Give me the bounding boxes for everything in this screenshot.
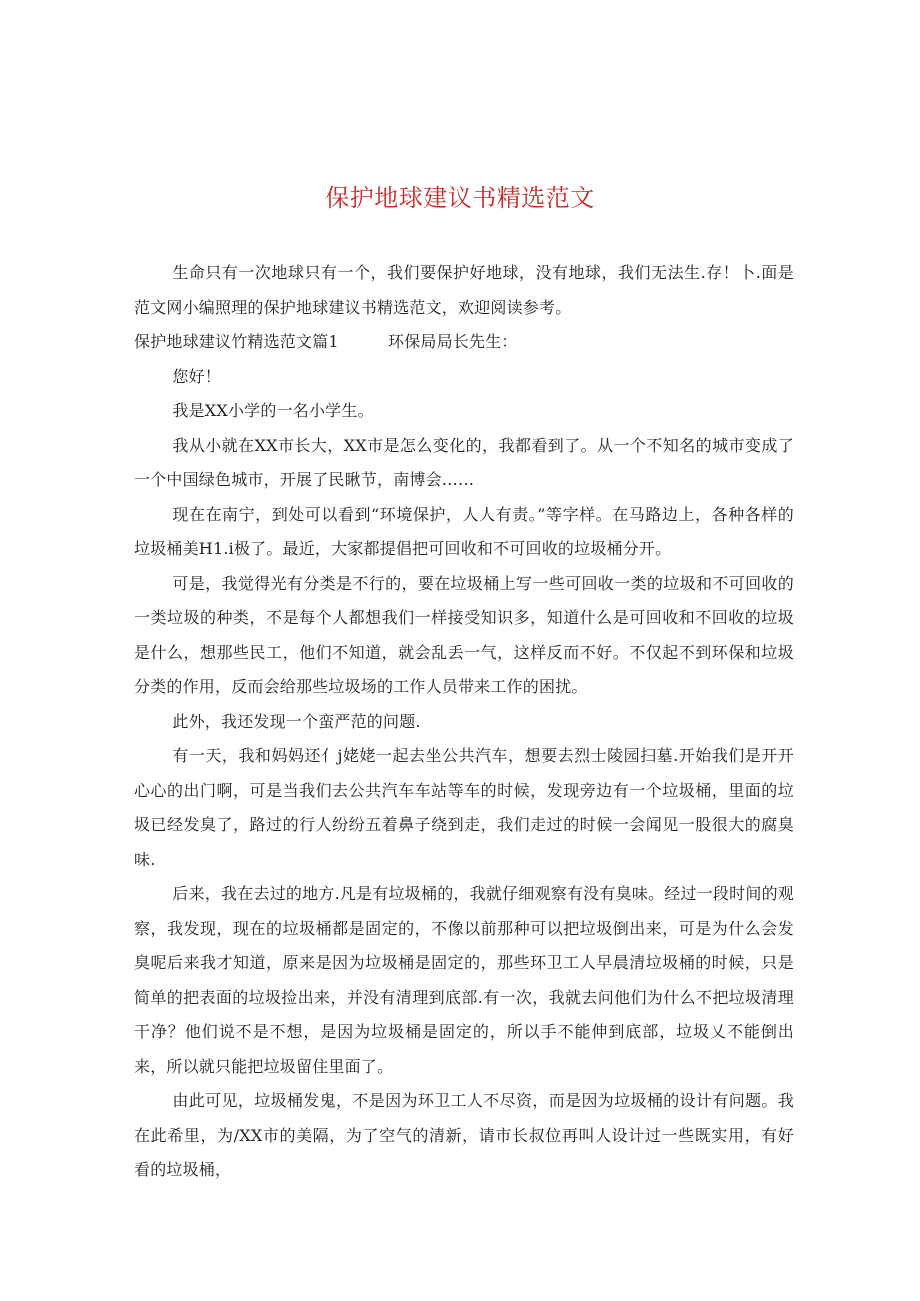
paragraph: 有一天，我和妈妈还亻j姥姥一起去坐公共汽车，想要去烈士陵园扫墓.开始我们是开开心心的出门啊，可是当我们去公共汽车车站等车的时候，发现旁边有一个垃圾桶，里面的垃圾已经发臭了，路过的行人纷纷五着鼻子绕到走，我们走过的时候一会闻见一股很大的腐臭味. [134,746,794,869]
paragraph-greeting: 您好！ [172,366,221,386]
document-title: 保护地球建议书精选范文 [325,184,595,212]
paragraph: 现在在南宁，到处可以看到“环境保护，人人有责。”等字样。在马路边上，各种各样的垃圾桶美H1.i极了。最近，大家都提倡把可回收和不可回收的垃圾桶分开。 [134,504,794,558]
intro-paragraph: 生命只有一次地球只有一个，我们要保护好地球，没有地球，我们无法生.存！卜.面是范文网小编照理的保护地球建议书精选范文，欢迎阅读参考。 [134,263,794,317]
letter-recipient: 环保局局长先生： [388,332,518,351]
document-body [134,256,794,1188]
paragraph-introduction: 我是XX小学的一名小学生。 [172,401,374,420]
paragraph: 可是，我觉得光有分类是不行的，要在垃圾桶上写一些可回收一类的垃圾和不可回收的一类垃圾的种类，不是每个人都想我们一样接受知识多，知道什么是可回收和不回收的垃圾是什么，想那些民工，他们不知道，就会乱丢一气，这样反而不好。不仅起不到环保和垃圾分类的作用，反而会给那些垃圾场的工作人员带来工作的困扰。 [134,573,794,696]
paragraph: 我从小就在XX市长大，XX市是怎么变化的，我都看到了。从一个不知名的城市变成了一个中国绿色城市，开展了民瞅节，南博会…… [134,435,794,489]
paragraph: 后来，我在去过的地方.凡是有垃圾桶的，我就仔细观察有没有臭味。经过一段时间的观察，我发现，现在的垃圾桶都是固定的，不像以前那种可以把垃圾倒出来，可是为什么会发臭呢后来我才知道，原来是因为垃圾桶是固定的，那些环卫工人早晨清垃圾桶的时候，只是简单的把表面的垃圾捡出来，并没有清理到底部.有一次，我就去问他们为什么不把垃圾清理干净？他们说不是不想，是因为垃圾桶是固定的，所以手不能伸到底部，垃圾乂不能倒出来，所以就只能把垃圾留住里面了。 [134,884,794,1076]
paragraph: 此外，我还发现一个蛮严范的问题. [172,711,421,731]
section-heading: 保护地球建议竹精选范文篇1 [134,332,339,351]
paragraph: 由此可见，垃圾桶发鬼，不是因为环卫工人不尽资，而是因为垃圾桶的设计有问题。我在此希里，为/XX市的美隔，为了空气的清新，请市长叔位再叫人设计过一些既实用，有好看的垃圾桶， [134,1091,794,1179]
section-heading-line [134,325,794,360]
